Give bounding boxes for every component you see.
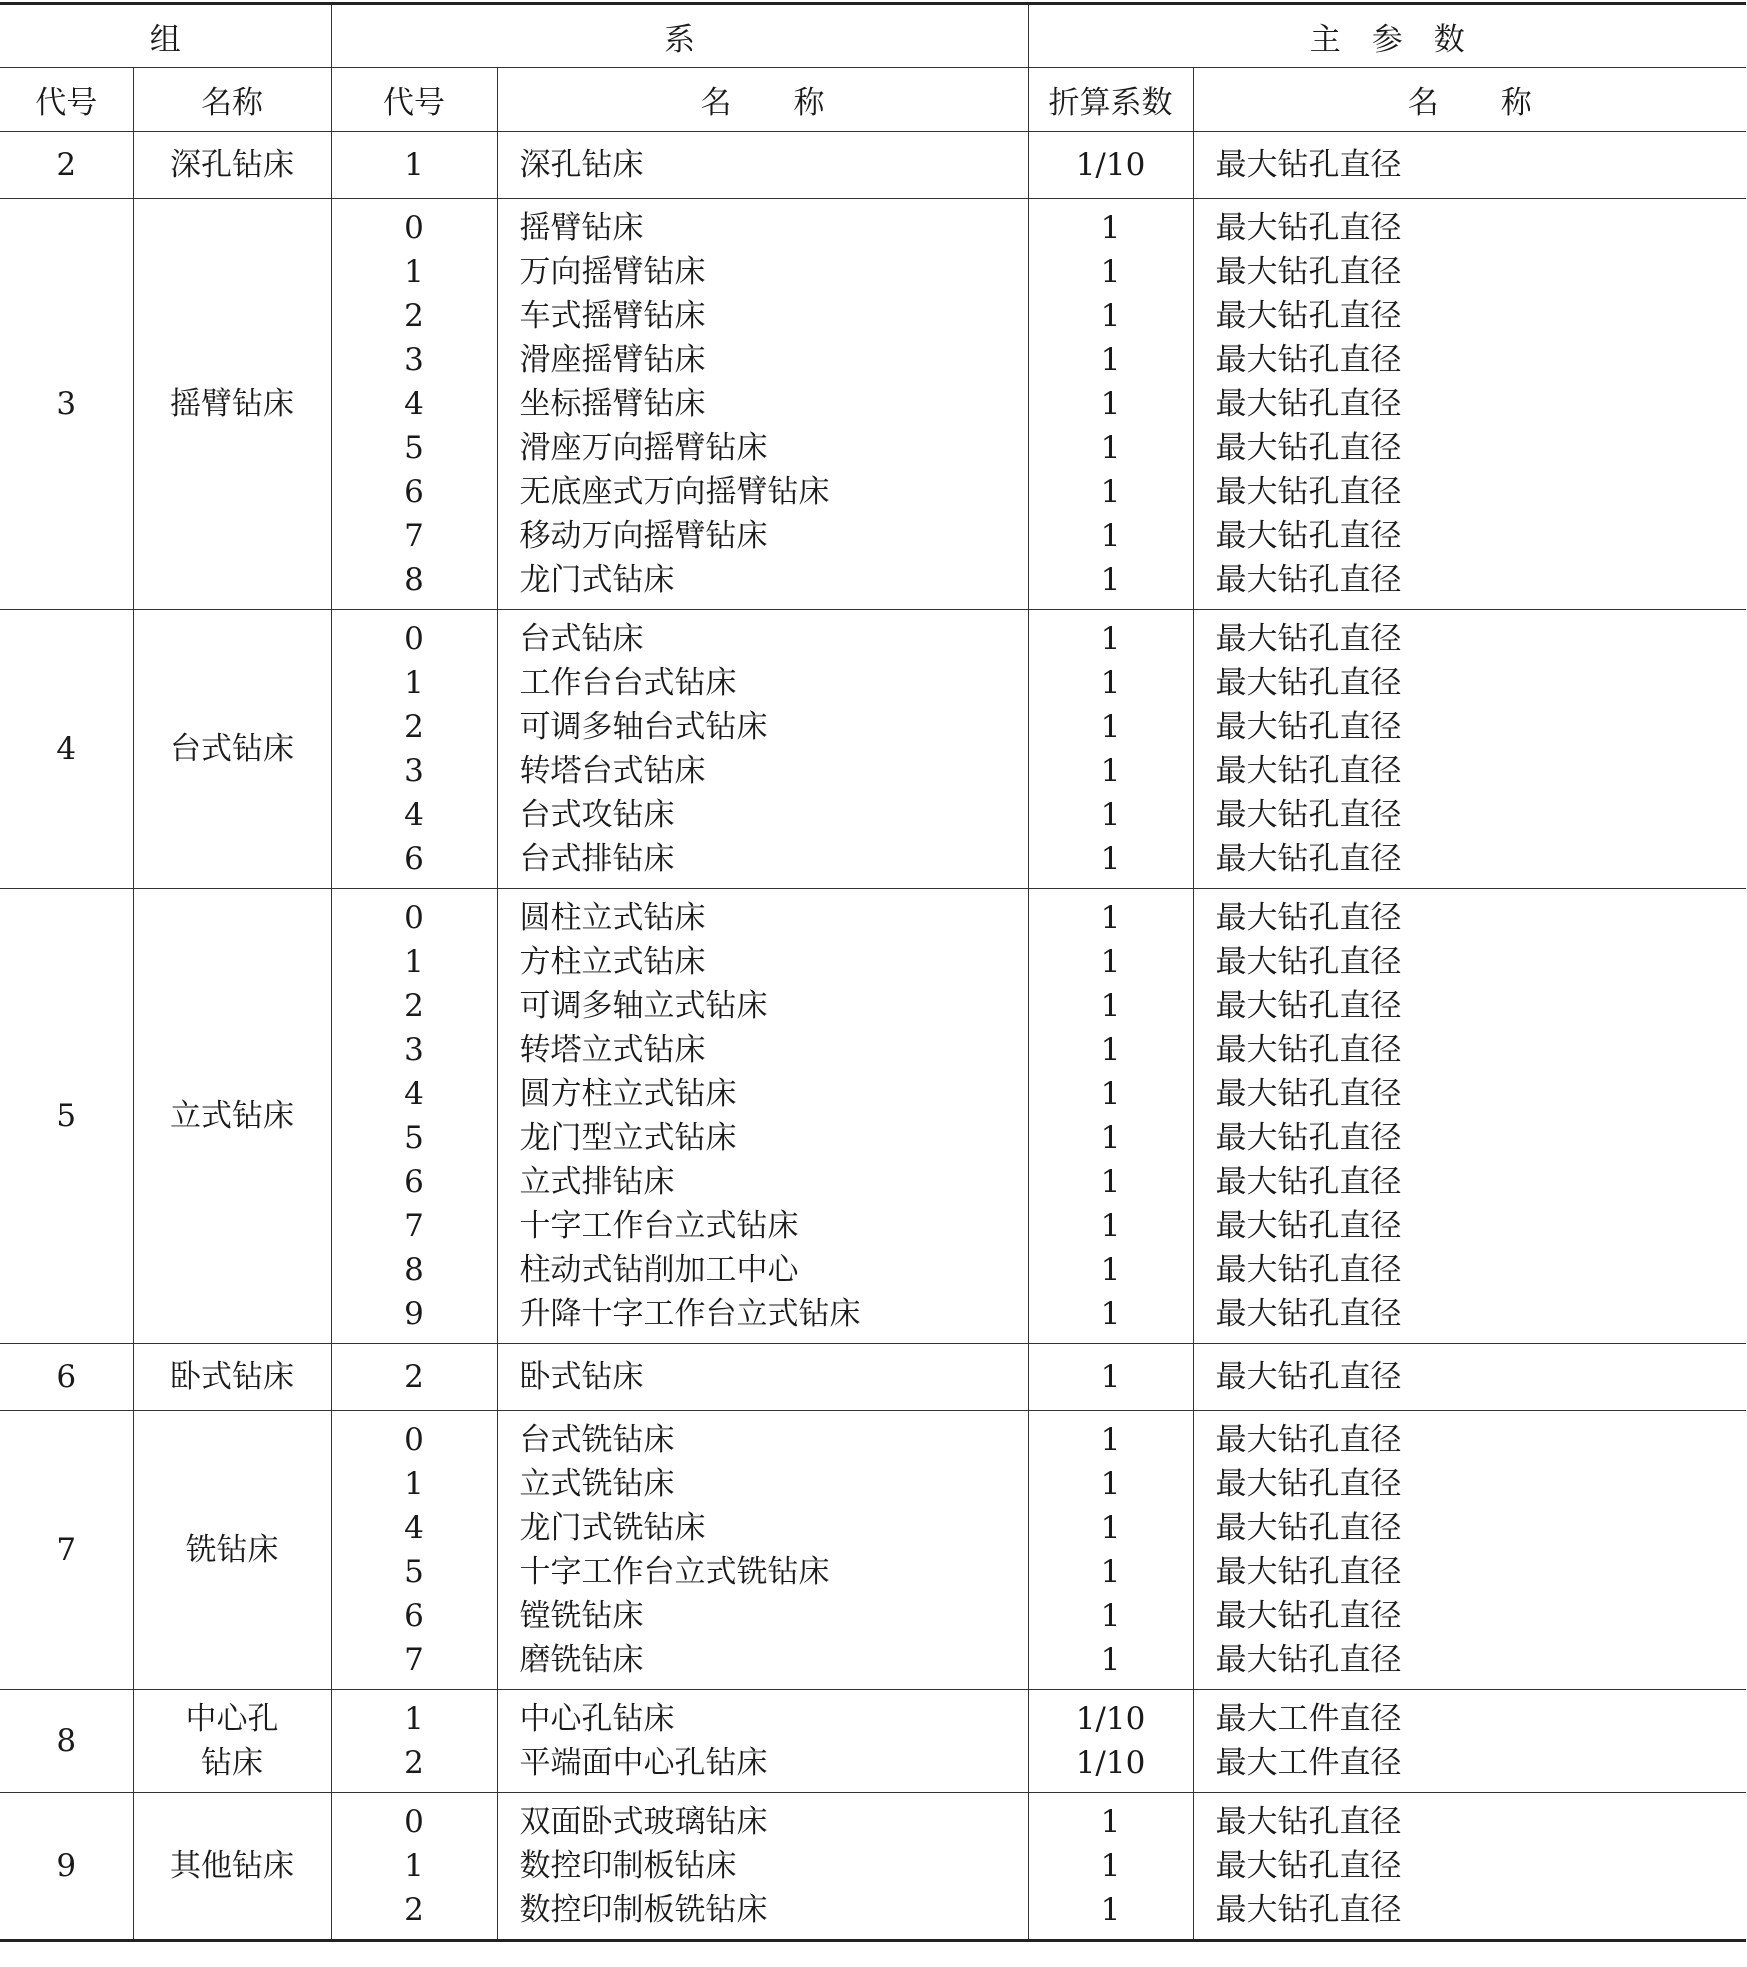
param-name: 最大钻孔直径	[1215, 1510, 1402, 1546]
param-name: 最大钻孔直径	[1215, 1296, 1402, 1332]
series-name: 滑座万向摇臂钻床	[519, 430, 768, 466]
series-code: 3	[404, 342, 424, 378]
param-name: 最大钻孔直径	[1215, 709, 1402, 745]
drilling-machine-table	[0, 2, 1746, 1942]
series-code: 7	[404, 518, 424, 554]
series-code-cell	[331, 1793, 497, 1941]
param-name: 最大钻孔直径	[1215, 1359, 1402, 1395]
factor: 1	[1100, 1296, 1121, 1332]
factor-cell	[1028, 610, 1193, 889]
group-name-line: 中心孔	[185, 1701, 279, 1737]
header-row-2	[0, 68, 1746, 132]
series-code-cell	[331, 889, 497, 1344]
series-code: 2	[404, 1359, 424, 1395]
header-factor: 折算系数	[1028, 68, 1193, 132]
series-name: 移动万向摇臂钻床	[519, 518, 768, 554]
group-code-cell: 3	[0, 199, 133, 610]
factor: 1	[1100, 1164, 1121, 1200]
series-code: 6	[404, 1164, 424, 1200]
param-name: 最大钻孔直径	[1215, 210, 1402, 246]
factor: 1	[1100, 1359, 1121, 1395]
series-code: 4	[404, 1076, 424, 1112]
group-name-cell	[133, 1344, 331, 1411]
factor: 1	[1100, 1848, 1121, 1884]
header-group-name: 名称	[133, 68, 331, 132]
param-name-cell	[1193, 132, 1746, 199]
series-code: 4	[404, 1510, 424, 1546]
table-row	[0, 610, 1746, 889]
table-row	[0, 132, 1746, 199]
series-name: 龙门式铣钻床	[519, 1510, 706, 1546]
group-name-line: 摇臂钻床	[170, 386, 294, 422]
param-name-cell	[1193, 1793, 1746, 1941]
factor: 1	[1100, 753, 1121, 789]
factor-cell	[1028, 889, 1193, 1344]
series-name: 台式攻钻床	[519, 797, 675, 833]
series-code: 7	[404, 1208, 424, 1244]
factor: 1	[1100, 1892, 1121, 1928]
factor-cell	[1028, 199, 1193, 610]
param-name: 最大钻孔直径	[1215, 988, 1402, 1024]
factor: 1/10	[1075, 147, 1146, 183]
series-name: 镗铣钻床	[519, 1598, 644, 1634]
series-code-cell	[331, 132, 497, 199]
series-name: 平端面中心孔钻床	[519, 1745, 768, 1781]
param-name: 最大钻孔直径	[1215, 1598, 1402, 1634]
param-name: 最大钻孔直径	[1215, 1642, 1402, 1678]
series-code: 6	[404, 474, 424, 510]
series-name: 龙门型立式钻床	[519, 1120, 737, 1156]
series-name: 无底座式万向摇臂钻床	[519, 474, 830, 510]
factor: 1/10	[1075, 1701, 1146, 1737]
factor-cell	[1028, 1793, 1193, 1941]
group-name-cell	[133, 610, 331, 889]
series-name-cell	[497, 199, 1028, 610]
param-name: 最大钻孔直径	[1215, 562, 1402, 598]
param-name: 最大钻孔直径	[1215, 841, 1402, 877]
series-name: 转塔台式钻床	[519, 753, 706, 789]
series-name-cell	[497, 1344, 1028, 1411]
param-name: 最大钻孔直径	[1215, 753, 1402, 789]
series-code: 7	[404, 1642, 424, 1678]
factor: 1	[1100, 474, 1121, 510]
series-code: 2	[404, 298, 424, 334]
param-name: 最大钻孔直径	[1215, 254, 1402, 290]
series-name: 立式排钻床	[519, 1164, 675, 1200]
param-name: 最大钻孔直径	[1215, 665, 1402, 701]
series-name: 双面卧式玻璃钻床	[519, 1804, 768, 1840]
param-name: 最大钻孔直径	[1215, 1422, 1402, 1458]
series-name: 摇臂钻床	[519, 210, 644, 246]
table-row	[0, 889, 1746, 1344]
series-code: 2	[404, 1892, 424, 1928]
param-name: 最大钻孔直径	[1215, 1848, 1402, 1884]
series-code: 5	[404, 430, 424, 466]
series-name: 立式铣钻床	[519, 1466, 675, 1502]
series-name: 可调多轴台式钻床	[519, 709, 768, 745]
series-code: 0	[404, 900, 424, 936]
series-code: 4	[404, 797, 424, 833]
series-code: 9	[404, 1296, 424, 1332]
param-name: 最大钻孔直径	[1215, 1032, 1402, 1068]
series-name: 工作台台式钻床	[519, 665, 737, 701]
series-code: 8	[404, 1252, 424, 1288]
group-name-line: 卧式钻床	[170, 1359, 294, 1395]
param-name: 最大工件直径	[1215, 1701, 1402, 1737]
series-code-cell	[331, 610, 497, 889]
param-name: 最大钻孔直径	[1215, 518, 1402, 554]
param-name: 最大钻孔直径	[1215, 430, 1402, 466]
header-group: 组	[0, 4, 331, 68]
factor: 1	[1100, 210, 1121, 246]
series-code-cell	[331, 1344, 497, 1411]
factor: 1	[1100, 1076, 1121, 1112]
group-name-cell	[133, 889, 331, 1344]
factor-cell	[1028, 1411, 1193, 1690]
group-name-cell	[133, 1411, 331, 1690]
table-row	[0, 1344, 1746, 1411]
series-name: 可调多轴立式钻床	[519, 988, 768, 1024]
factor: 1	[1100, 1120, 1121, 1156]
series-code: 1	[404, 254, 424, 290]
factor: 1	[1100, 386, 1121, 422]
group-name-cell	[133, 199, 331, 610]
series-name: 中心孔钻床	[519, 1701, 675, 1737]
param-name: 最大钻孔直径	[1215, 298, 1402, 334]
factor: 1	[1100, 1510, 1121, 1546]
factor-cell	[1028, 1344, 1193, 1411]
group-code-cell: 4	[0, 610, 133, 889]
param-name: 最大钻孔直径	[1215, 342, 1402, 378]
series-name: 深孔钻床	[519, 147, 644, 183]
factor: 1	[1100, 709, 1121, 745]
factor-cell	[1028, 1690, 1193, 1793]
series-code: 6	[404, 841, 424, 877]
factor: 1	[1100, 1642, 1121, 1678]
series-code: 1	[404, 1701, 424, 1737]
table-row	[0, 1690, 1746, 1793]
factor: 1	[1100, 518, 1121, 554]
series-code: 4	[404, 386, 424, 422]
group-code-cell: 2	[0, 132, 133, 199]
group-name-line: 铣钻床	[185, 1532, 279, 1568]
series-name-cell	[497, 1793, 1028, 1941]
factor: 1	[1100, 1598, 1121, 1634]
param-name: 最大钻孔直径	[1215, 944, 1402, 980]
series-name: 卧式钻床	[519, 1359, 644, 1395]
header-series-code: 代号	[331, 68, 497, 132]
header-main-param: 主 参 数	[1028, 4, 1746, 68]
param-name: 最大钻孔直径	[1215, 621, 1402, 657]
series-name: 万向摇臂钻床	[519, 254, 706, 290]
param-name-cell	[1193, 610, 1746, 889]
group-code-cell: 5	[0, 889, 133, 1344]
group-name-line: 台式钻床	[170, 731, 294, 767]
factor-cell	[1028, 132, 1193, 199]
series-code: 0	[404, 1804, 424, 1840]
factor: 1	[1100, 797, 1121, 833]
series-code: 1	[404, 1466, 424, 1502]
factor: 1	[1100, 621, 1121, 657]
series-code: 2	[404, 988, 424, 1024]
header-series-name: 名 称	[497, 68, 1028, 132]
header-row-1	[0, 4, 1746, 68]
series-name: 圆方柱立式钻床	[519, 1076, 737, 1112]
factor: 1	[1100, 1252, 1121, 1288]
series-name: 十字工作台立式钻床	[519, 1208, 799, 1244]
series-name: 方柱立式钻床	[519, 944, 706, 980]
group-name-line: 深孔钻床	[170, 147, 294, 183]
series-code: 0	[404, 210, 424, 246]
factor: 1	[1100, 900, 1121, 936]
series-name-cell	[497, 132, 1028, 199]
group-name-cell	[133, 1793, 331, 1941]
factor: 1	[1100, 1208, 1121, 1244]
param-name: 最大钻孔直径	[1215, 1804, 1402, 1840]
factor: 1	[1100, 562, 1121, 598]
series-code: 5	[404, 1554, 424, 1590]
series-code: 3	[404, 1032, 424, 1068]
param-name: 最大钻孔直径	[1215, 1120, 1402, 1156]
series-name: 磨铣钻床	[519, 1642, 644, 1678]
factor: 1	[1100, 944, 1121, 980]
group-code-cell: 8	[0, 1690, 133, 1793]
param-name: 最大钻孔直径	[1215, 474, 1402, 510]
series-name: 十字工作台立式铣钻床	[519, 1554, 830, 1590]
table-row	[0, 1411, 1746, 1690]
param-name: 最大钻孔直径	[1215, 1554, 1402, 1590]
series-name: 台式钻床	[519, 621, 644, 657]
factor: 1	[1100, 298, 1121, 334]
header-group-code: 代号	[0, 68, 133, 132]
series-name: 车式摇臂钻床	[519, 298, 706, 334]
series-code: 0	[404, 621, 424, 657]
series-name-cell	[497, 889, 1028, 1344]
factor: 1	[1100, 841, 1121, 877]
series-code: 1	[404, 665, 424, 701]
param-name-cell	[1193, 889, 1746, 1344]
param-name: 最大钻孔直径	[1215, 1164, 1402, 1200]
group-name-cell	[133, 1690, 331, 1793]
group-code-cell: 7	[0, 1411, 133, 1690]
param-name-cell	[1193, 199, 1746, 610]
table-row	[0, 1793, 1746, 1941]
factor: 1	[1100, 254, 1121, 290]
header-series: 系	[331, 4, 1028, 68]
param-name: 最大钻孔直径	[1215, 1252, 1402, 1288]
series-code: 8	[404, 562, 424, 598]
series-name: 圆柱立式钻床	[519, 900, 706, 936]
series-name-cell	[497, 1690, 1028, 1793]
series-code-cell	[331, 199, 497, 610]
series-name: 升降十字工作台立式钻床	[519, 1296, 861, 1332]
series-code: 2	[404, 1745, 424, 1781]
param-name-cell	[1193, 1411, 1746, 1690]
series-code: 1	[404, 1848, 424, 1884]
series-code: 6	[404, 1598, 424, 1634]
param-name: 最大钻孔直径	[1215, 1892, 1402, 1928]
series-name: 滑座摇臂钻床	[519, 342, 706, 378]
param-name: 最大钻孔直径	[1215, 386, 1402, 422]
table-body	[0, 132, 1746, 1941]
series-code-cell	[331, 1690, 497, 1793]
factor: 1	[1100, 1466, 1121, 1502]
series-code-cell	[331, 1411, 497, 1690]
factor: 1	[1100, 1554, 1121, 1590]
group-name-line: 其他钻床	[170, 1848, 294, 1884]
factor: 1	[1100, 988, 1121, 1024]
series-name: 数控印制板铣钻床	[519, 1892, 768, 1928]
header-param-name: 名 称	[1193, 68, 1746, 132]
series-name: 转塔立式钻床	[519, 1032, 706, 1068]
series-code: 5	[404, 1120, 424, 1156]
param-name: 最大工件直径	[1215, 1745, 1402, 1781]
group-name-cell	[133, 132, 331, 199]
factor: 1	[1100, 342, 1121, 378]
param-name-cell	[1193, 1344, 1746, 1411]
factor: 1	[1100, 1032, 1121, 1068]
group-code-cell: 9	[0, 1793, 133, 1941]
param-name: 最大钻孔直径	[1215, 1466, 1402, 1502]
factor: 1	[1100, 665, 1121, 701]
param-name: 最大钻孔直径	[1215, 900, 1402, 936]
series-name-cell	[497, 610, 1028, 889]
factor: 1/10	[1075, 1745, 1146, 1781]
series-name: 台式铣钻床	[519, 1422, 675, 1458]
group-code-cell: 6	[0, 1344, 133, 1411]
param-name: 最大钻孔直径	[1215, 1208, 1402, 1244]
series-code: 1	[404, 147, 424, 183]
series-name: 柱动式钻削加工中心	[519, 1252, 799, 1288]
table-row	[0, 199, 1746, 610]
series-name: 坐标摇臂钻床	[519, 386, 706, 422]
param-name: 最大钻孔直径	[1215, 797, 1402, 833]
series-code: 3	[404, 753, 424, 789]
param-name-cell	[1193, 1690, 1746, 1793]
series-name-cell	[497, 1411, 1028, 1690]
series-code: 2	[404, 709, 424, 745]
group-name-line: 钻床	[201, 1745, 263, 1781]
series-name: 台式排钻床	[519, 841, 675, 877]
series-code: 0	[404, 1422, 424, 1458]
factor: 1	[1100, 1804, 1121, 1840]
series-name: 龙门式钻床	[519, 562, 675, 598]
group-name-line: 立式钻床	[170, 1098, 294, 1134]
factor: 1	[1100, 1422, 1121, 1458]
series-code: 1	[404, 944, 424, 980]
series-name: 数控印制板钻床	[519, 1848, 737, 1884]
param-name: 最大钻孔直径	[1215, 1076, 1402, 1112]
param-name: 最大钻孔直径	[1215, 147, 1402, 183]
factor: 1	[1100, 430, 1121, 466]
